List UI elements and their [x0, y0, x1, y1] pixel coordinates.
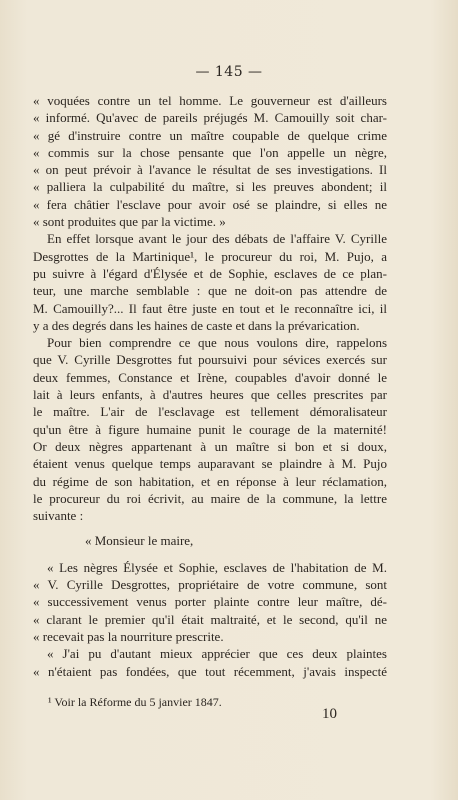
text-line: « fera châtier l'esclave pour avoir osé se plaindre, si elles ne: [33, 196, 387, 212]
text-line: pu suivre à l'égard d'Élysée et de Sophie, esclaves de ce plan-: [33, 265, 387, 281]
text-line: Pour bien comprendre ce que nous voulons dire, rappelons: [47, 335, 387, 351]
page-number: — 145 —: [195, 64, 263, 80]
text-line: « recevait pas la nourriture prescrite.: [33, 628, 224, 644]
text-line: « gé d'instruire contre un maître coupable de quelque crime: [33, 127, 387, 143]
text-line: Or deux nègres appartenant à un maître si bon et si doux,: [33, 438, 387, 454]
text-line: « J'ai pu d'autant mieux apprécier que ces deux plaintes: [47, 646, 387, 662]
text-line: teur, une marche semblable : que ne doit-on pas attendre de: [33, 283, 387, 299]
text-line: Desgrottes de la Martinique¹, le procureur du roi, M. Pujo, a: [33, 248, 387, 264]
text-line: « palliera la culpabilité du maître, si les preuves abondent; il: [33, 179, 387, 195]
text-line: M. Camouilly?... Il faut être juste en tout et le reconnaître ici, il: [33, 300, 387, 316]
text-line: deux femmes, Constance et Irène, coupables d'avoir donné le: [33, 369, 387, 385]
text-line: « n'étaient pas fondées, que tout récemment, j'avais inspecté: [33, 663, 387, 679]
text-line: du régime de son habitation, et en réponse à leur réclamation,: [33, 473, 387, 489]
text-line: « V. Cyrille Desgrottes, propriétaire de votre commune, sont: [33, 577, 387, 593]
text-line: « successivement venus porter plainte contre leur maître, dé-: [33, 594, 387, 610]
text-line: « sont produites que par la victime. »: [33, 214, 226, 230]
text-line: « informé. Qu'avec de pareils préjugés M. Camouilly soit char-: [33, 110, 387, 126]
text-line: lait à leurs enfants, à d'autres heures que celles prescrites par: [33, 387, 387, 403]
text-line: suivante :: [33, 508, 84, 524]
footnote: ¹ Voir la Réforme du 5 janvier 1847.: [48, 695, 222, 709]
text-line: « voquées contre un tel homme. Le gouverneur est d'ailleurs: [33, 93, 387, 108]
text-line: « Les nègres Élysée et Sophie, esclaves de l'habitation de M.: [47, 559, 387, 575]
body-text: [33, 92, 387, 680]
text-line: « commis sur la chose pensante que l'on appelle un nègre,: [33, 144, 387, 160]
text-line: y a des degrés dans les haines de caste et dans la prévarication.: [33, 317, 360, 333]
text-line: « clarant le premier qu'il était maltraité, et le second, qu'il ne: [33, 611, 387, 627]
letter-salutation: « Monsieur le maire,: [85, 533, 194, 549]
text-line: le maître. L'air de l'esclavage est tellement démoralisateur: [33, 404, 387, 420]
text-line: En effet lorsque avant le jour des débats de l'affaire V. Cyrille: [47, 231, 387, 247]
text-line: que V. Cyrille Desgrottes fut poursuivi pour sévices exercés sur: [33, 352, 387, 368]
text-line: qu'un être à figure humaine punit le courage de la maternité!: [33, 421, 387, 437]
text-line: étaient venus quelque temps auparavant se plaindre à M. Pujo: [33, 456, 387, 472]
signature-mark: 10: [322, 706, 337, 722]
text-line: « on peut prévoir à l'avance le résultat de ses investigations. Il: [33, 162, 387, 178]
text-line: le procureur du roi écrivit, au maire de la commune, la lettre: [33, 490, 387, 506]
